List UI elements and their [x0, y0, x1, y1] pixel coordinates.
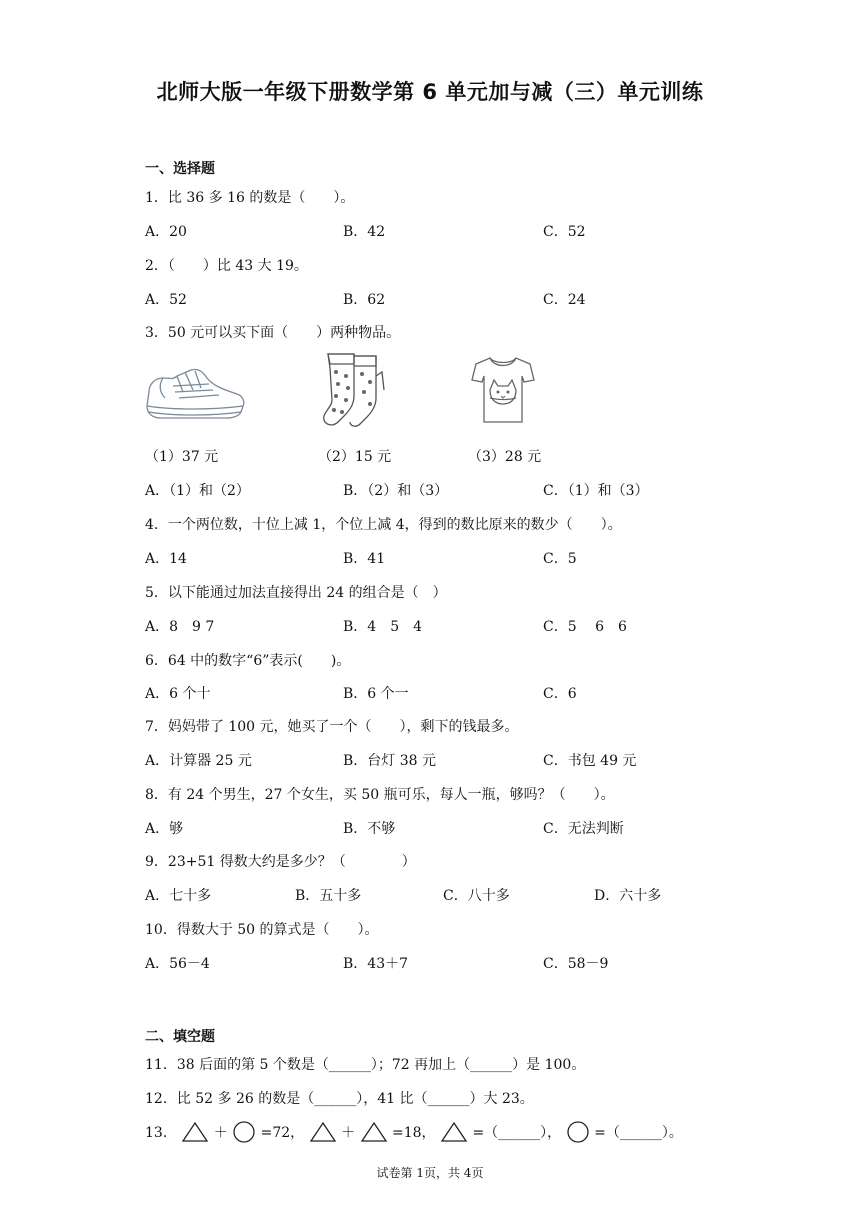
q13-equation-1: =72， [260, 1125, 305, 1141]
sneaker-icon [143, 362, 247, 420]
q8-option-a: A．够 [145, 821, 184, 837]
socks-icon [320, 350, 386, 430]
q2-option-a: A．52 [145, 292, 187, 308]
q6-option-a: A．6 个十 [145, 686, 211, 702]
circle-icon [566, 1121, 590, 1143]
q4-option-b: B．41 [343, 551, 386, 567]
q3-caption-1: （1）37 元 [145, 449, 219, 465]
question-4: 4．一个两位数，十位上减 1，个位上减 4，得到的数比原来的数少（ ）。 [145, 517, 622, 533]
question-11: 11．38 后面的第 5 个数是（______）；72 再加上（______）是 100。 [145, 1057, 586, 1073]
question-10: 10．得数大于 50 的算式是（ ）。 [145, 922, 379, 938]
q6-option-b: B．6 个一 [343, 686, 409, 702]
triangle-icon [181, 1121, 209, 1143]
question-12: 12．比 52 多 26 的数是（______），41 比（______）大 23。 [145, 1091, 534, 1107]
q8-option-b: B．不够 [343, 821, 396, 837]
q8-option-c: C．无法判断 [543, 821, 624, 837]
q7-option-a: A．计算器 25 元 [145, 753, 252, 769]
q7-option-b: B．台灯 38 元 [343, 753, 437, 769]
q5-option-a: A．8 9 7 [145, 619, 215, 635]
q3-option-b: B．（2）和（3） [343, 483, 449, 499]
question-13 [145, 1121, 683, 1143]
q6-option-c: C．6 [543, 686, 577, 702]
question-8: 8．有 24 个男生，27 个女生，买 50 瓶可乐，每人一瓶，够吗？（ ）。 [145, 787, 615, 803]
q9-option-c: C．八十多 [443, 888, 510, 904]
q10-option-b: B．43＋7 [343, 956, 409, 972]
q3-caption-3: （3）28 元 [468, 449, 542, 465]
triangle-icon [309, 1121, 337, 1143]
section-heading-fill-blank: 二、填空题 [145, 1029, 215, 1045]
q10-option-c: C．58－9 [543, 956, 609, 972]
q13-number: 13． [145, 1125, 177, 1141]
q9-option-b: B．五十多 [295, 888, 362, 904]
q13-equation-2: =18， [392, 1125, 436, 1141]
question-2: 2．（ ）比 43 大 19。 [145, 258, 308, 274]
triangle-icon [440, 1121, 468, 1143]
q13-plus-1: ＋ [213, 1125, 228, 1141]
q9-option-d: D．六十多 [594, 888, 662, 904]
q10-option-a: A．56－4 [145, 956, 210, 972]
question-6: 6．64 中的数字“6”表示( )。 [145, 653, 351, 669]
triangle-icon [360, 1121, 388, 1143]
question-1: 1．比 36 多 16 的数是（ ）。 [145, 190, 355, 206]
q4-option-a: A．14 [145, 551, 187, 567]
document-title: 北师大版一年级下册数学第 6 单元加与减（三）单元训练 [156, 80, 704, 104]
question-9: 9．23+51 得数大约是多少？（ ） [145, 854, 416, 870]
q1-option-b: B．42 [343, 224, 386, 240]
q13-circle-blank: =（______）。 [594, 1125, 683, 1141]
q5-option-c: C．5 6 6 [543, 619, 627, 635]
page-footer: 试卷第 1页，共 4页 [376, 1166, 484, 1180]
q5-option-b: B．4 5 4 [343, 619, 423, 635]
q4-option-c: C．5 [543, 551, 577, 567]
question-7: 7．妈妈带了 100 元，她买了一个（ ），剩下的钱最多。 [145, 719, 519, 735]
q1-option-c: C．52 [543, 224, 586, 240]
question-5: 5．以下能通过加法直接得出 24 的组合是（ ） [145, 585, 447, 601]
circle-icon [232, 1121, 256, 1143]
section-heading-multiple-choice: 一、选择题 [145, 161, 215, 177]
q3-option-a: A．（1）和（2） [145, 483, 250, 499]
q3-option-c: C．（1）和（3） [543, 483, 649, 499]
q7-option-c: C．书包 49 元 [543, 753, 637, 769]
q2-option-c: C．24 [543, 292, 586, 308]
tshirt-icon [470, 354, 536, 426]
q2-option-b: B．62 [343, 292, 386, 308]
q1-option-a: A．20 [145, 224, 187, 240]
question-3: 3．50 元可以买下面（ ）两种物品。 [145, 325, 401, 341]
q9-option-a: A．七十多 [145, 888, 212, 904]
q13-triangle-blank: =（______）， [472, 1125, 562, 1141]
q3-caption-2: （2）15 元 [318, 449, 392, 465]
q13-plus-2: ＋ [341, 1125, 356, 1141]
